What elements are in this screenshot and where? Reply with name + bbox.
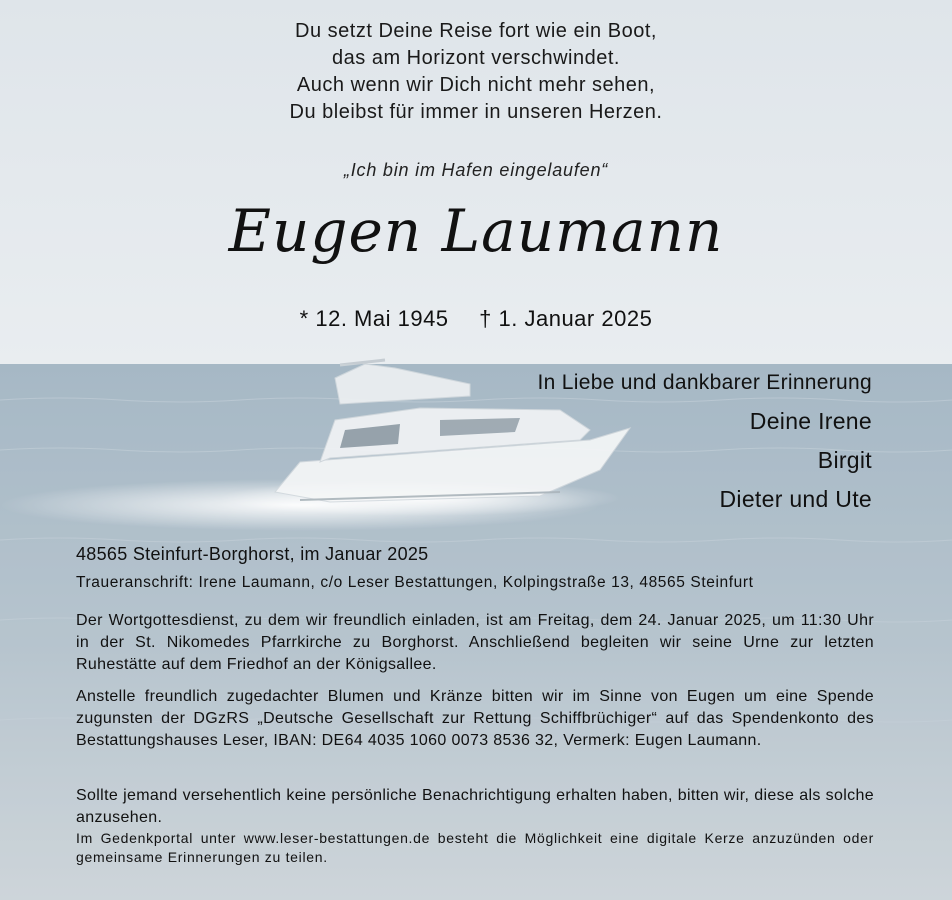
poem (0, 18, 952, 126)
mourning-address: Traueranschrift: Irene Laumann, c/o Leser Bestattungen, Kolpingstraße 13, 48565 Steinfurt (76, 574, 754, 591)
poem-line: Auch wenn wir Dich nicht mehr sehen, (296, 74, 656, 96)
quote: „Ich bin im Hafen eingelaufen“ (343, 160, 609, 180)
birth-date: * 12. Mai 1945 (299, 306, 449, 331)
poem-line: Du bleibst für immer in unseren Herzen. (289, 101, 663, 123)
deceased-name: Eugen Laumann (228, 197, 724, 265)
place-and-date: 48565 Steinfurt-Borghorst, im Januar 2025 (76, 544, 429, 564)
mourner-name: Dieter und Ute (719, 486, 872, 512)
mourners-names (538, 402, 872, 519)
poem-line: das am Horizont verschwindet. (332, 47, 620, 69)
mourner-name: Deine Irene (749, 408, 872, 434)
donation-paragraph: Anstelle freundlich zugedachter Blumen und Kränze bitten wir im Sinne von Eugen um eine Spende zugunsten der DGzRS „Deutsche Gesellschaft zur Rettung Schiffbrüchiger“ auf das Spendenkonto des Bestattungshauses Leser, IBAN: DE64 4035 1060 0073 8536 32, Vermerk: Eugen Laumann. (76, 688, 874, 749)
mourners-intro: In Liebe und dankbarer Erinnerung (537, 371, 872, 394)
notification-paragraph: Sollte jemand versehentlich keine persönliche Benachrichtigung erhalten haben, bitten wir, diese als solche anzusehen. (76, 787, 874, 826)
memorial-portal-paragraph: Im Gedenkportal unter www.leser-bestattungen.de besteht die Möglichkeit eine digitale Kerze anzuzünden oder gemeinsame Erinnerungen zu teilen. (76, 830, 874, 865)
poem-line: Du setzt Deine Reise fort wie ein Boot, (295, 20, 657, 42)
mourner-name: Birgit (817, 447, 872, 473)
life-dates (0, 306, 952, 332)
mourners (538, 368, 872, 519)
death-date: † 1. Januar 2025 (479, 306, 653, 331)
service-paragraph: Der Wortgottesdienst, zu dem wir freundlich einladen, ist am Freitag, dem 24. Januar 2025, um 11:30 Uhr in der St. Nikomedes Pfarrkirche zu Borghorst. Anschließend begleiten wir seine Urne zur letzten Ruhestätte auf dem Friedhof an der Königsallee. (76, 612, 874, 673)
